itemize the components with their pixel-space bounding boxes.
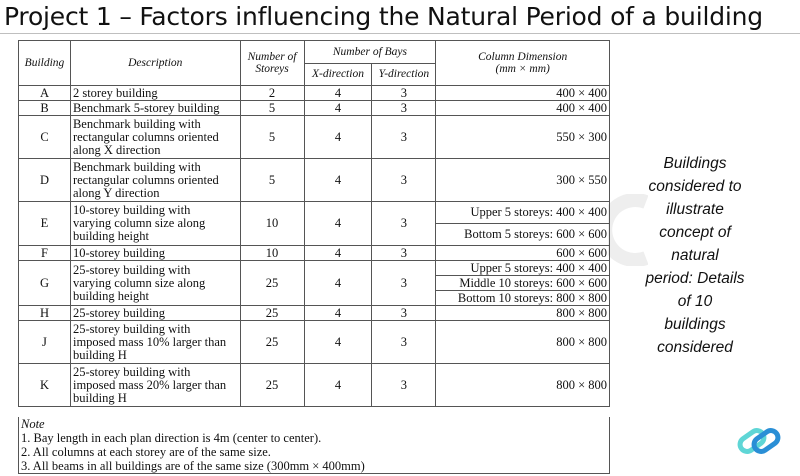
cell-column-dimension: 550 × 300 (436, 116, 610, 159)
note-item: 1. Bay length in each plan direction is 4m (center to center). (21, 431, 322, 445)
cell-column-dimension: 400 × 400 (436, 86, 610, 101)
description-line: rectangular columns oriented (72, 172, 219, 187)
cell-bays-y: 3 (372, 86, 436, 101)
cell-column-dimension: 300 × 550 (436, 159, 610, 202)
cell-bays-x: 4 (304, 321, 372, 364)
cell-column-dimension: 800 × 800 (436, 306, 610, 321)
buildings-table (18, 40, 610, 407)
cell-column-dimension (436, 261, 610, 306)
cell-bays-y: 3 (372, 246, 436, 261)
table-row (19, 364, 610, 407)
description-line: 25-storey building with (72, 262, 191, 277)
header-column-line1: Column Dimension (478, 51, 568, 63)
description-line: varying column size along (72, 216, 206, 230)
header-y-direction: Y-direction (372, 63, 436, 86)
description-line: 10-storey building (72, 245, 165, 260)
notes-box (18, 417, 610, 474)
cell-building: K (19, 364, 71, 407)
description-line: building height (72, 288, 150, 303)
side-caption-line: considered (657, 339, 733, 356)
description-line: 25-storey building with (72, 364, 191, 379)
cell-building: B (19, 101, 71, 116)
cell-bays-y: 3 (372, 202, 436, 246)
cell-bays-y: 3 (372, 321, 436, 364)
header-storeys-line1: Number of (247, 51, 297, 63)
description-line: Benchmark 5-storey building (72, 100, 220, 115)
cell-bays-y: 3 (372, 116, 436, 159)
cell-storeys: 5 (240, 159, 304, 202)
side-caption-line: natural (671, 247, 719, 264)
cell-storeys: 5 (240, 116, 304, 159)
table-row (19, 261, 610, 306)
cell-bays-x: 4 (304, 86, 372, 101)
cell-description (70, 101, 240, 116)
cell-bays-y: 3 (372, 101, 436, 116)
dimension-line: Bottom 10 storeys: 800 × 800 (436, 290, 609, 305)
side-caption-line: Buildings (663, 155, 727, 172)
cell-bays-x: 4 (304, 261, 372, 306)
cell-bays-y: 3 (372, 364, 436, 407)
cell-bays-x: 4 (304, 101, 372, 116)
slide-title: Project 1 – Factors influencing the Natural Period of a building (4, 2, 763, 31)
table-row (19, 101, 610, 116)
cell-bays-y: 3 (372, 159, 436, 202)
cell-bays-x: 4 (304, 116, 372, 159)
header-column-line2: (mm × mm) (495, 63, 550, 75)
cell-building: J (19, 321, 71, 364)
header-x-direction: X-direction (304, 63, 372, 86)
header-description: Description (70, 41, 240, 86)
cell-column-dimension: 800 × 800 (436, 321, 610, 364)
dimension-line: Bottom 5 storeys: 600 × 600 (436, 223, 609, 245)
cell-description (70, 86, 240, 101)
cell-column-dimension (436, 202, 610, 246)
note-item: 3. All beams in all buildings are of the same size (300mm × 400mm) (21, 459, 365, 473)
cell-column-dimension: 600 × 600 (436, 246, 610, 261)
table-row (19, 202, 610, 246)
description-line: rectangular columns oriented (72, 129, 219, 144)
dimension-line: Middle 10 storeys: 600 × 600 (436, 275, 609, 290)
description-line: 25-storey building (72, 305, 165, 320)
side-caption-line: period: Details (645, 270, 745, 287)
table-row (19, 116, 610, 159)
description-line: 2 storey building (72, 85, 158, 100)
description-line: imposed mass 10% larger than (72, 334, 227, 349)
table-row (19, 306, 610, 321)
cell-description (70, 202, 240, 246)
description-line: building H (72, 390, 127, 405)
cell-bays-x: 4 (304, 364, 372, 407)
cell-storeys: 2 (240, 86, 304, 101)
cell-description (70, 261, 240, 306)
cell-building: D (19, 159, 71, 202)
notes-heading: Note (21, 417, 45, 431)
description-line: along X direction (72, 142, 161, 157)
table-row (19, 321, 610, 364)
table-header-row (19, 41, 610, 64)
cell-bays-x: 4 (304, 306, 372, 321)
description-line: 10-storey building with (72, 203, 191, 217)
description-line: building height (72, 229, 150, 243)
description-line: Benchmark building with (72, 116, 201, 131)
cell-bays-y: 3 (372, 306, 436, 321)
cell-storeys: 10 (240, 246, 304, 261)
description-line: imposed mass 20% larger than (72, 377, 227, 392)
side-caption (630, 152, 760, 359)
description-line: varying column size along (72, 275, 206, 290)
cell-building: A (19, 86, 71, 101)
cell-bays-x: 4 (304, 246, 372, 261)
cell-storeys: 25 (240, 261, 304, 306)
side-caption-line: of 10 (677, 293, 713, 310)
cell-building: H (19, 306, 71, 321)
description-line: 25-storey building with (72, 321, 191, 336)
header-storeys (240, 41, 304, 86)
header-bays: Number of Bays (304, 41, 436, 64)
cell-storeys: 25 (240, 364, 304, 407)
cell-column-dimension: 800 × 800 (436, 364, 610, 407)
cell-description (70, 321, 240, 364)
description-line: building H (72, 347, 127, 362)
side-caption-line: buildings (664, 316, 726, 333)
cell-description (70, 246, 240, 261)
cell-storeys: 25 (240, 321, 304, 364)
cell-building: E (19, 202, 71, 246)
brand-logo-icon (737, 425, 781, 457)
cell-storeys: 10 (240, 202, 304, 246)
header-building: Building (19, 41, 71, 86)
cell-description (70, 364, 240, 407)
side-caption-line: illustrate (666, 201, 724, 218)
cell-bays-x: 4 (304, 202, 372, 246)
cell-description (70, 306, 240, 321)
title-divider (0, 33, 800, 34)
header-storeys-line2: Storeys (255, 63, 289, 75)
side-caption-line: concept of (659, 224, 731, 241)
cell-building: G (19, 261, 71, 306)
cell-column-dimension: 400 × 400 (436, 101, 610, 116)
cell-description (70, 116, 240, 159)
dimension-line: Upper 5 storeys: 400 × 400 (470, 205, 607, 219)
cell-building: F (19, 246, 71, 261)
header-column-dimension (436, 41, 610, 86)
note-item: 2. All columns at each storey are of the same size. (21, 445, 271, 459)
dimension-line: Upper 5 storeys: 400 × 400 (470, 261, 607, 275)
table-row (19, 246, 610, 261)
cell-building: C (19, 116, 71, 159)
cell-bays-y: 3 (372, 261, 436, 306)
description-line: Benchmark building with (72, 159, 201, 174)
cell-description (70, 159, 240, 202)
table-row (19, 86, 610, 101)
side-caption-line: considered to (648, 178, 742, 195)
cell-storeys: 5 (240, 101, 304, 116)
cell-bays-x: 4 (304, 159, 372, 202)
table-row (19, 159, 610, 202)
cell-storeys: 25 (240, 306, 304, 321)
description-line: along Y direction (72, 185, 160, 200)
